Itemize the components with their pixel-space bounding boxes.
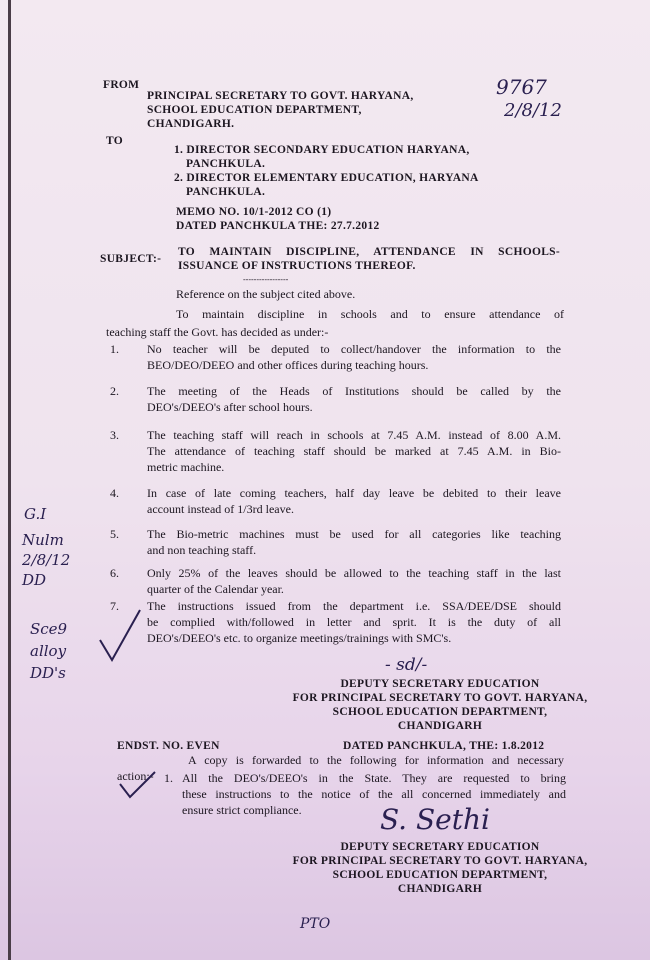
memo-number: MEMO NO. 10/1-2012 CO (1) — [176, 206, 332, 218]
item-number: 1. — [110, 342, 119, 356]
item-line: In case of late coming teachers, half day leave be debited to their leave — [147, 486, 561, 500]
item-line: account instead of 1/3rd leave. — [147, 502, 294, 516]
item-line: The Bio-metric machines must be used for all categories like teaching — [147, 527, 561, 541]
item-line: The meeting of the Heads of Institutions should be called by the — [147, 384, 561, 398]
signature-block-line: CHANDIGARH — [397, 720, 483, 732]
item-line: BEO/DEO/DEEO and other offices during teaching hours. — [147, 358, 429, 372]
memo-date: DATED PANCHKULA THE: 27.7.2012 — [176, 220, 380, 232]
item-number: 2. — [110, 384, 119, 398]
copy-item-line: ensure strict compliance. — [182, 803, 302, 817]
sd-mark: - sd/- — [385, 655, 428, 675]
signature-block-line: SCHOOL EDUCATION DEPARTMENT, — [332, 869, 548, 881]
to-line: 1. DIRECTOR SECONDARY EDUCATION HARYANA, — [174, 144, 470, 156]
item-line: Only 25% of the leaves should be allowed to the teaching staff in the last — [147, 566, 561, 580]
endorsement-number: ENDST. NO. EVEN — [117, 740, 220, 752]
from-line: CHANDIGARH. — [147, 118, 235, 130]
subject-line: ISSUANCE OF INSTRUCTIONS THEREOF. — [178, 260, 416, 272]
handwritten-margin-note: Nulm 2/8/12 DD — [22, 531, 71, 589]
item-number: 7. — [110, 599, 119, 613]
endorsement-date: DATED PANCHKULA, THE: 1.8.2012 — [343, 740, 545, 752]
copy-item-number: 1. — [164, 771, 173, 785]
item-line: be complied with/followed in letter and sprit. It is the duty of all — [147, 615, 561, 629]
item-number: 6. — [110, 566, 119, 580]
signature-block-line: CHANDIGARH — [397, 883, 483, 895]
item-line: DEO's/DEEO's etc. to organize meetings/trainings with SMC's. — [147, 631, 452, 645]
copy-line: A copy is forwarded to the following for information and necessary — [188, 753, 564, 767]
item-line: The attendance of teaching staff should be marked at 7.45 A.M. in Bio- — [147, 444, 561, 458]
from-line: PRINCIPAL SECRETARY TO GOVT. HARYANA, — [147, 90, 414, 102]
from-line: SCHOOL EDUCATION DEPARTMENT, — [147, 104, 362, 116]
intro-line: teaching staff the Govt. has decided as under:- — [106, 325, 329, 339]
to-line: PANCHKULA. — [186, 186, 266, 198]
item-number: 5. — [110, 527, 119, 541]
item-number: 4. — [110, 486, 119, 500]
item-line: The teaching staff will reach in schools at 7.45 A.M. instead of 8.00 A.M. — [147, 428, 561, 442]
from-label: FROM — [103, 79, 140, 91]
to-line: 2. DIRECTOR ELEMENTARY EDUCATION, HARYANA — [174, 172, 479, 184]
copy-line: action:- — [117, 769, 154, 783]
item-line: and non teaching staff. — [147, 543, 257, 557]
item-line: metric machine. — [147, 460, 225, 474]
handwritten-receipt-date: 2/8/12 — [504, 100, 562, 121]
item-line: No teacher will be deputed to collect/handover the information to the — [147, 342, 561, 356]
item-line: DEO's/DEEO's after school hours. — [147, 400, 313, 414]
copy-item-line: All the DEO's/DEEO's in the State. They are requested to bring — [182, 771, 566, 785]
signature-block-line: DEPUTY SECRETARY EDUCATION — [340, 841, 540, 853]
handwritten-receipt-number: 9767 — [496, 75, 547, 99]
intro-line: To maintain discipline in schools and to ensure attendance of — [176, 307, 564, 321]
signature-block-line: FOR PRINCIPAL SECRETARY TO GOVT. HARYANA, — [292, 855, 588, 867]
copy-item-line: these instructions to the notice of the all concerned immediately and — [182, 787, 566, 801]
item-line: The instructions issued from the department i.e. SSA/DEE/DSE should — [147, 599, 561, 613]
handwritten-signature: S. Sethi — [380, 803, 490, 836]
subject-line: TO MAINTAIN DISCIPLINE, ATTENDANCE IN SCHOOLS- — [178, 246, 560, 258]
handwritten-margin-note: G.I — [24, 505, 47, 523]
subject-label: SUBJECT:- — [100, 253, 162, 265]
item-number: 3. — [110, 428, 119, 442]
to-line: PANCHKULA. — [186, 158, 266, 170]
handwritten-margin-note: Sce9 alloy DD's — [30, 620, 68, 682]
signature-block-line: FOR PRINCIPAL SECRETARY TO GOVT. HARYANA, — [292, 692, 588, 704]
item-line: quarter of the Calendar year. — [147, 582, 284, 596]
reference-line: Reference on the subject cited above. — [176, 287, 356, 301]
handwritten-pto: PTO — [300, 916, 331, 932]
signature-block-line: DEPUTY SECRETARY EDUCATION — [340, 678, 540, 690]
divider: ----------------- — [243, 275, 289, 284]
signature-block-line: SCHOOL EDUCATION DEPARTMENT, — [332, 706, 548, 718]
to-label: TO — [106, 135, 124, 147]
